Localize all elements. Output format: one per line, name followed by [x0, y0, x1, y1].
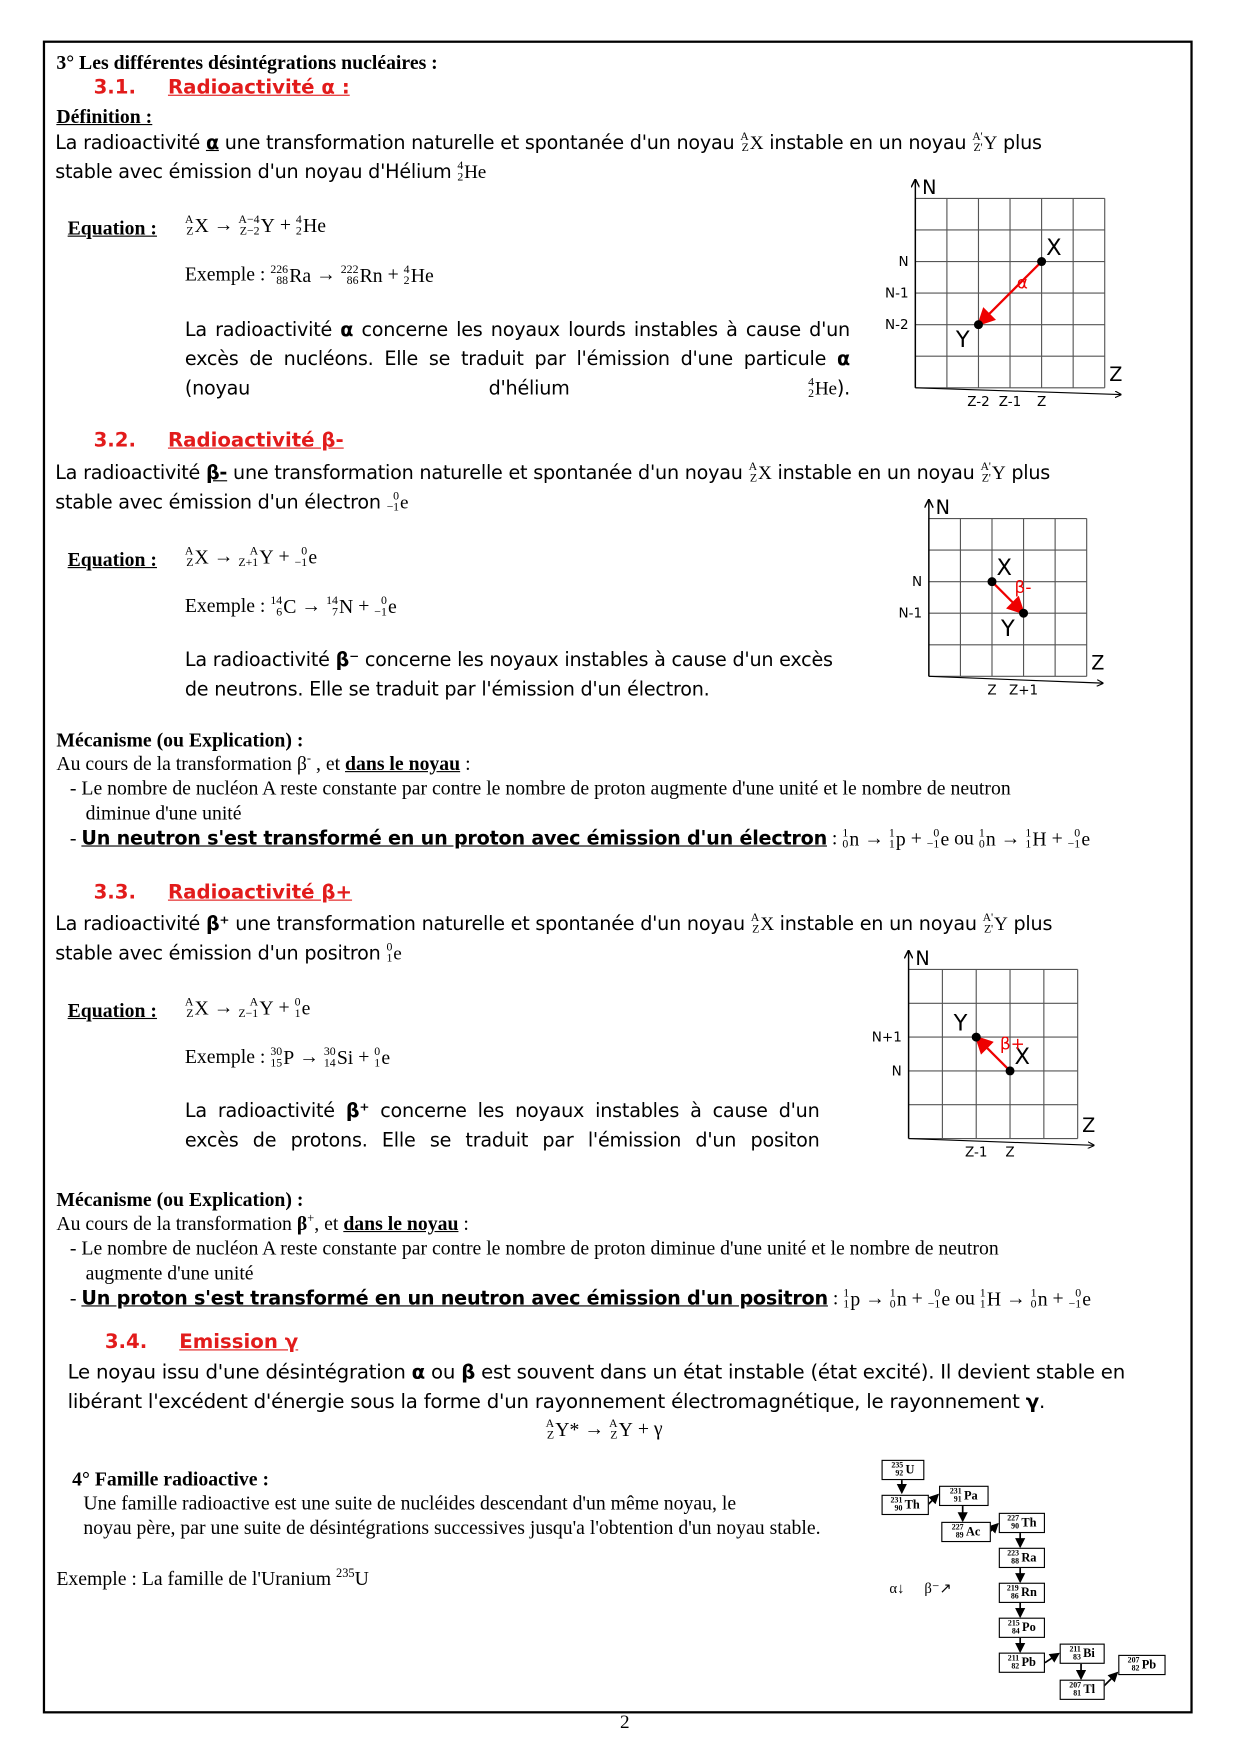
mechanism-bullet-1: - Le nombre de nucléon A reste constante par contre le nombre de proton augmente d'une unité et le nombre de neutron: [69, 776, 1011, 800]
mechanism-bullet-1-cont: diminue d'une unité: [85, 801, 242, 825]
text-run: Exemple :: [184, 262, 271, 286]
nuclide: 1 1 H: [1025, 827, 1047, 852]
text-run: plus: [1005, 462, 1051, 485]
col-label: Z+1: [1008, 682, 1039, 699]
text-run: β⁻: [335, 649, 359, 672]
legend-alpha: α↓: [889, 1579, 905, 1597]
text-run: β: [461, 1361, 476, 1385]
text-run: une transformation naturelle et spontanée d'un noyau: [229, 913, 751, 936]
text-run: 235: [336, 1567, 355, 1581]
text-run: α: [340, 319, 354, 342]
section-number: 3.4.: [104, 1331, 148, 1354]
text-run: →: [296, 594, 327, 617]
section-title: Radioactivité β+: [167, 881, 353, 905]
text-run: →: [860, 1286, 890, 1309]
text-run: La radioactivité: [184, 319, 341, 342]
nuclide-box: 235 92 U: [882, 1460, 925, 1480]
text-run: excès de protons. Elle se traduit par l'émission d'un positon: [184, 1129, 820, 1153]
text-run: γ: [1025, 1391, 1039, 1414]
text-run: concerne les noyaux instables à cause d'un excès: [358, 649, 833, 672]
text-run: U: [354, 1566, 369, 1590]
nuclide: 4 2 He: [457, 160, 487, 184]
particle-label: β-: [1014, 576, 1032, 597]
text-run: :: [826, 826, 843, 849]
parent-label: X: [1014, 1044, 1030, 1071]
text-run: de neutrons. Elle se traduit par l'émission d'un électron.: [184, 678, 710, 702]
nuclide: A−4 Z−2 Y: [238, 214, 275, 238]
text-run: stable avec émission d'un noyau d'Hélium: [55, 161, 458, 184]
nuclide: 0 −1 e: [1068, 1287, 1092, 1311]
daughter-label: Y: [953, 1010, 968, 1037]
nuclide: A Z X: [184, 996, 209, 1021]
text-run: .: [1038, 1391, 1046, 1414]
text-run: -: [306, 752, 312, 766]
text-run: stable avec émission d'un électron: [55, 491, 387, 515]
nuclide: 0 1 e: [294, 996, 311, 1021]
text-run: +: [274, 213, 296, 236]
nuclide-box: 223 88 Ra: [999, 1548, 1045, 1568]
mechanism-bullet-2: - Un neutron s'est transformé en un proton avec émission d'un électron : 1 0 n → 1 1 p + 0 −1 e ou 1 0 n → 1 1 H + 0 −1 e: [69, 826, 1091, 852]
nuclide-box: 211 82 Pb: [999, 1653, 1045, 1673]
nuclide: 4 2 He: [403, 263, 434, 288]
nuclide-box: 219 86 Rn: [999, 1583, 1045, 1603]
text-run: +: [273, 544, 295, 568]
row-label: N-1: [898, 605, 923, 622]
z-axis-label: Z: [1109, 363, 1123, 387]
family-text-1: Une famille radioactive est une suite de nucléides descendant d'un même noyau, le: [83, 1491, 737, 1514]
nuclide: 0 1 e: [386, 941, 402, 965]
text-run: +: [1046, 826, 1068, 849]
text-run: →: [208, 213, 239, 236]
text-run: ou: [949, 826, 979, 849]
text-run: (noyau d'hélium: [184, 377, 809, 401]
text-run: + γ: [632, 1416, 663, 1440]
nuclide-box: 211 83 Bi: [1060, 1644, 1105, 1664]
nuclide: A Z Y: [608, 1418, 633, 1442]
nuclide: A Z Y*: [545, 1418, 580, 1442]
section-number: 3.1.: [93, 76, 137, 100]
nuclide: A Z X: [750, 911, 774, 936]
row-label: N: [898, 254, 909, 271]
row-label: N: [891, 1063, 902, 1080]
nuclide: 1 1 p: [888, 827, 906, 852]
text-run: instable en un noyau: [773, 913, 983, 936]
text-run: →: [311, 262, 341, 286]
row-label: N: [911, 574, 923, 591]
text-run: plus: [1007, 913, 1053, 936]
nuclide: 222 86 Rn: [340, 263, 383, 288]
nuclide: A Z X: [184, 545, 209, 570]
nuclide: 0 −1 e: [294, 545, 318, 570]
nuclide: A Z+1 Y: [238, 545, 274, 570]
nuclide-box: 215 84 Po: [999, 1618, 1045, 1638]
text-run: Exemple :: [184, 594, 271, 617]
mechanism-bullet-1: - Le nombre de nucléon A reste constante par contre le nombre de proton diminue d'une unité et le nombre de neutron: [69, 1236, 999, 1260]
z-axis-label: Z: [1091, 651, 1105, 675]
bullet-label: Un proton s'est transformé en un neutron avec émission d'un positron: [81, 1287, 828, 1310]
section-title: Emission γ: [179, 1331, 299, 1354]
mechanism-bullet-1-cont: augmente d'une unité: [85, 1261, 254, 1284]
parent-label: X: [996, 554, 1012, 581]
section-heading: 3° Les différentes désintégrations nucléaires :: [56, 50, 438, 74]
nuclide: A Z−1 Y: [238, 996, 274, 1021]
text-run: excès de nucléons. Elle se traduit par l'émission d'une particule: [184, 348, 838, 371]
nuclide-box: 207 82 Pb: [1118, 1655, 1165, 1675]
col-label: Z-2: [967, 393, 990, 410]
parent-label: X: [1046, 234, 1062, 261]
nuclide: 14 6 C: [270, 595, 297, 619]
nuclide: 4 2 He: [295, 214, 326, 238]
bullet-text: Le nombre de nucléon A reste constante par contre le nombre de proton diminue d'une unité et le nombre de neutron: [81, 1236, 999, 1260]
nuclide-box: 231 90 Th: [882, 1495, 929, 1515]
text-run: α: [205, 131, 219, 155]
text-run: +: [905, 826, 927, 849]
text-run: La radioactivité: [55, 462, 206, 485]
nuclide: 30 14 Si: [323, 1046, 354, 1070]
mechanism-bullet-2: - Un proton s'est transformé en un neutron avec émission d'un positron : 1 1 p → 1 0 n + 0 −1 e ou 1 1 H → 1 0 n + 0 −1 e: [69, 1286, 1092, 1311]
text-run: α: [411, 1361, 425, 1385]
z-axis-label: Z: [1082, 1113, 1096, 1137]
beta-arrow: [1104, 1673, 1118, 1687]
n-axis-label: N: [915, 946, 930, 970]
text-run: La radioactivité: [55, 131, 206, 155]
text-run: une transformation naturelle et spontanée d'un noyau: [218, 131, 741, 155]
definition-label: Définition :: [56, 104, 153, 128]
text-run: instable en un noyau: [763, 131, 973, 155]
col-label: Z: [987, 682, 997, 699]
daughter-label: Y: [1001, 615, 1015, 642]
legend-beta: β⁻↗: [924, 1579, 952, 1597]
text-run: →: [1001, 1286, 1031, 1309]
row-label: N-1: [884, 285, 909, 302]
n-axis-label: N: [922, 175, 937, 199]
col-label: Z-1: [964, 1144, 988, 1161]
text-run: libérant l'excédent d'énergie sous la forme d'un rayonnement électromagnétique, le rayonnement: [67, 1391, 1026, 1414]
text-run: Le noyau issu d'une désintégration: [67, 1361, 412, 1385]
nuclide: A' Z' Y: [972, 130, 998, 155]
text-run: stable avec émission d'un positron: [55, 942, 387, 965]
col-label: Z: [1005, 1144, 1015, 1161]
equation-label: Equation :: [67, 216, 157, 239]
daughter-label: Y: [955, 327, 970, 354]
text-run: , et: [311, 751, 346, 775]
nuclide: 0 −1 e: [386, 490, 409, 515]
text-run: +: [1047, 1286, 1069, 1309]
text-run: dans le noyau: [345, 751, 461, 775]
text-run: →: [294, 1044, 324, 1068]
text-run: Au cours de la transformation β: [56, 751, 307, 775]
row-label: N+1: [871, 1029, 902, 1046]
n-axis-label: N: [935, 496, 950, 520]
nuclide-box: 207 81 Tl: [1060, 1680, 1105, 1700]
text-run: une transformation naturelle et spontanée d'un noyau: [227, 462, 749, 485]
text-run: β-: [205, 462, 228, 485]
nuclide: 4 2 He: [808, 376, 837, 401]
text-run: +: [906, 1286, 928, 1309]
nuclide: 1 0 n: [978, 827, 996, 852]
nuclide: 0 −1 e: [1067, 827, 1091, 852]
nuclide: A Z X: [184, 214, 209, 238]
nuclide: 1 1 p: [843, 1287, 861, 1311]
nuclide: 0 −1 e: [374, 595, 397, 619]
text-run: Au cours de la transformation: [56, 1211, 297, 1235]
nuclide: 30 15 P: [270, 1046, 295, 1070]
text-run: →: [208, 995, 239, 1018]
text-run: :: [460, 751, 471, 775]
text-run: ).: [836, 377, 850, 401]
text-run: β⁺: [205, 913, 230, 936]
equation-label: Equation :: [67, 547, 157, 571]
text-run: Exemple : La famille de l'Uranium: [56, 1566, 337, 1590]
text-run: →: [579, 1416, 609, 1440]
col-label: Z: [1036, 393, 1047, 410]
nuclide: 0 −1 e: [927, 1287, 951, 1311]
page-number: 2: [619, 1711, 630, 1733]
text-run: +: [273, 995, 295, 1018]
text-run: :: [458, 1211, 469, 1235]
text-run: ou: [950, 1286, 980, 1309]
nuclide-box: 227 90 Th: [999, 1513, 1045, 1533]
nuclide: A Z X: [748, 461, 772, 485]
bullet-label: Un neutron s'est transformé en un proton avec émission d'un électron: [81, 827, 827, 850]
text-run: ou: [424, 1361, 462, 1385]
text-run: plus: [997, 131, 1042, 155]
particle-label: α: [1016, 272, 1028, 293]
nuclide-box: 231 91 Pa: [939, 1486, 989, 1506]
nuclide: 1 0 n: [842, 827, 860, 852]
family-heading: 4° Famille radioactive :: [72, 1467, 270, 1491]
nuclide: A' Z' Y: [982, 911, 1008, 936]
text-run: +: [307, 1212, 315, 1226]
section-title: Radioactivité β-: [167, 429, 344, 453]
equation-label: Equation :: [67, 998, 157, 1022]
particle-label: β+: [999, 1033, 1025, 1054]
text-run: instable en un noyau: [771, 462, 981, 485]
row-label: N-2: [884, 317, 909, 334]
nuclide: 1 1 H: [979, 1287, 1002, 1311]
nuclide: 1 0 n: [1030, 1287, 1048, 1311]
text-run: β⁺: [345, 1100, 370, 1123]
section-number: 3.2.: [93, 429, 137, 453]
text-run: β: [296, 1211, 308, 1235]
col-label: Z-1: [998, 393, 1022, 410]
text-run: La radioactivité: [184, 649, 336, 672]
nuclide-box: 227 89 Ac: [941, 1522, 991, 1542]
nuclide: 14 7 N: [326, 595, 354, 619]
family-text-2: noyau père, par une suite de désintégrations successives jusqu'a l'obtention d'un noyau stable.: [83, 1516, 821, 1539]
text-run: +: [382, 262, 404, 286]
text-run: +: [353, 594, 375, 617]
text-run: →: [995, 826, 1026, 849]
mechanism-label: Mécanisme (ou Explication) :: [56, 728, 304, 751]
text-run: →: [208, 544, 239, 568]
text-run: +: [353, 1044, 375, 1068]
nuclide: A Z X: [740, 130, 764, 155]
mechanism-label: Mécanisme (ou Explication) :: [56, 1188, 304, 1211]
nuclide: 1 0 n: [889, 1287, 907, 1311]
text-run: α: [837, 348, 850, 371]
nuclide: A' Z' Y: [980, 461, 1006, 485]
text-run: :: [827, 1286, 844, 1309]
nuclide: 0 1 e: [374, 1046, 391, 1070]
text-run: →: [859, 826, 889, 849]
text-run: La radioactivité: [184, 1100, 346, 1123]
section-number: 3.3.: [93, 881, 137, 905]
beta-arrow: [1045, 1654, 1059, 1663]
text-run: Exemple :: [184, 1044, 271, 1068]
text-run: La radioactivité: [55, 913, 206, 936]
text-run: est souvent dans un état instable (état excité). Il devient stable en: [475, 1361, 1125, 1385]
bullet-text: Le nombre de nucléon A reste constante par contre le nombre de proton augmente d'une unité et le nombre de neutron: [81, 776, 1011, 800]
text-run: concerne les noyaux instables à cause d'un: [369, 1100, 820, 1123]
nuclide: 0 −1 e: [926, 827, 950, 852]
nuclide: 226 88 Ra: [270, 263, 312, 288]
text-run: concerne les noyaux lourds instables à cause d'un: [353, 319, 850, 342]
text-run: , et: [314, 1211, 344, 1235]
text-run: dans le noyau: [343, 1211, 459, 1235]
section-title: Radioactivité α :: [167, 76, 350, 100]
